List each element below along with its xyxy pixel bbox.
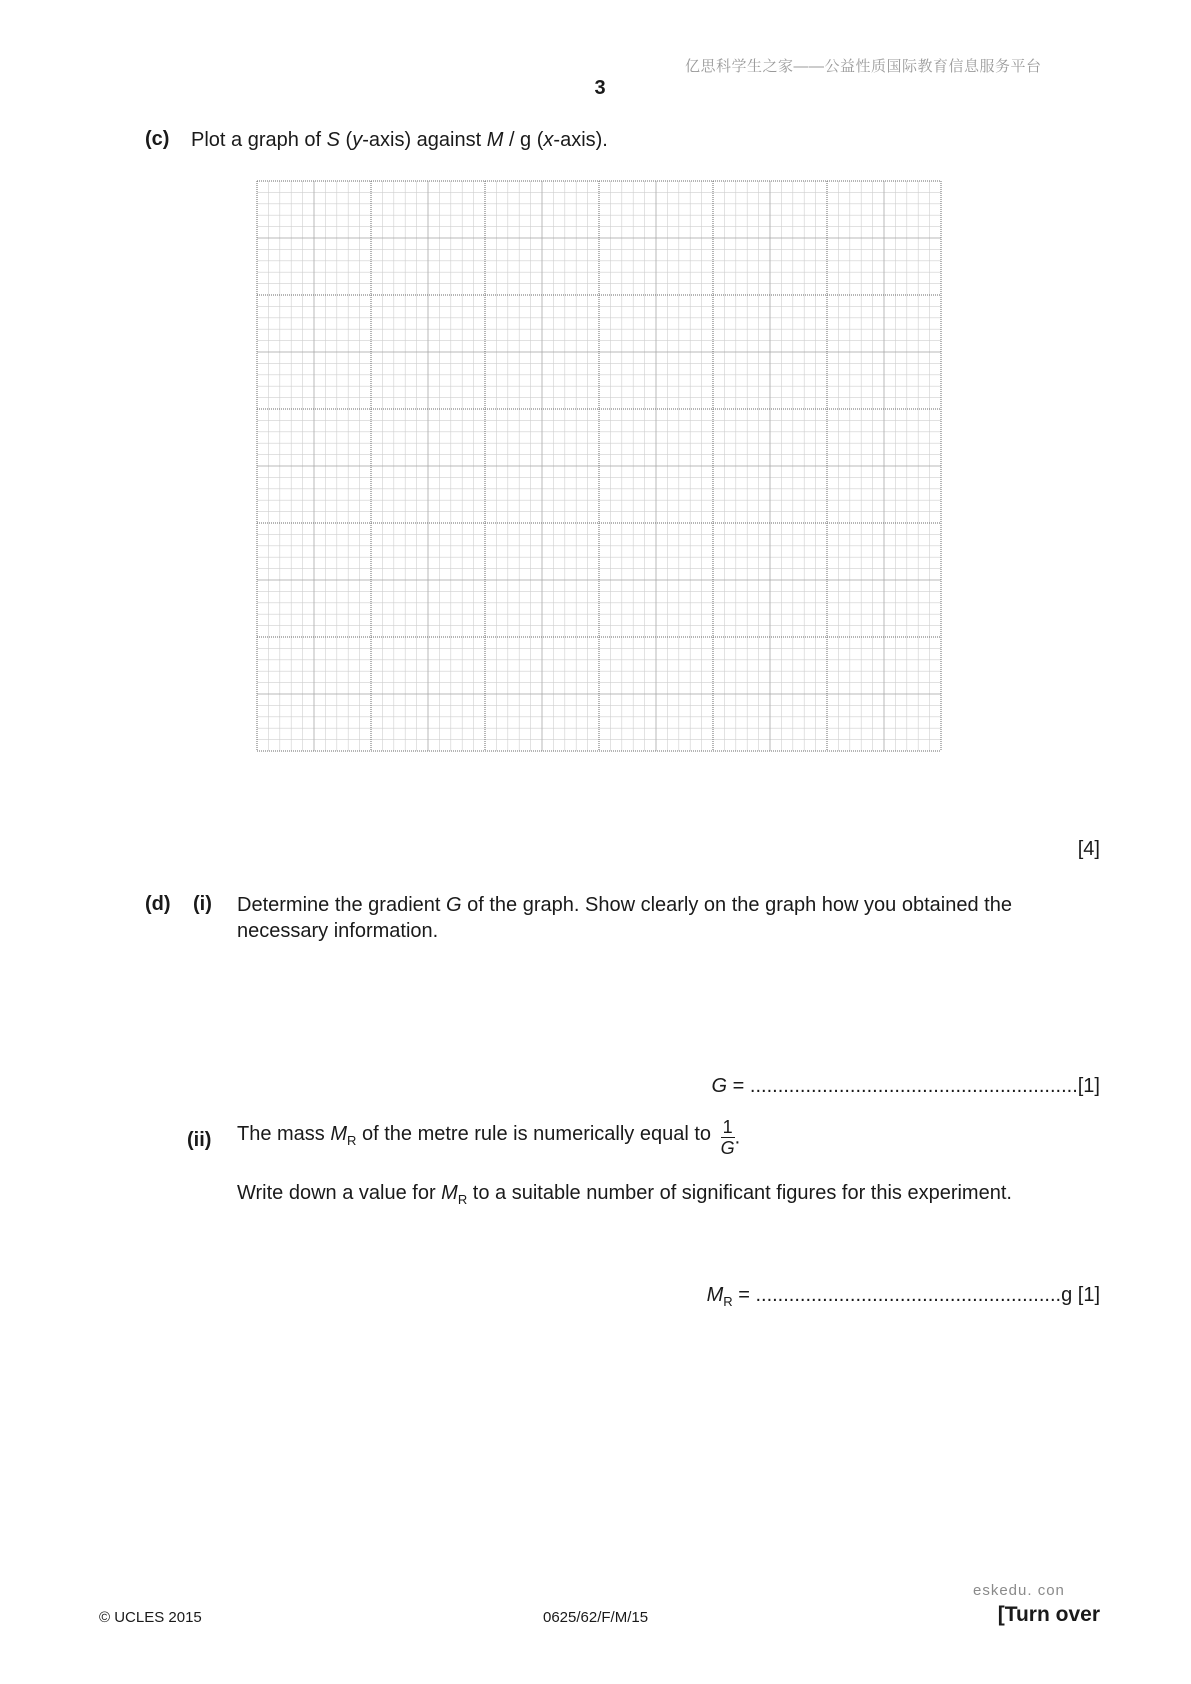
part-d-ii-label: (ii) [187, 1129, 212, 1151]
header-watermark: 亿思科学生之家——公益性质国际教育信息服务平台 [685, 58, 1042, 75]
graph-paper-grid[interactable] [256, 180, 942, 752]
part-d-i-label: (i) [193, 893, 212, 915]
part-d-i-question: Determine the gradient G of the graph. Show clearly on the graph how you obtained the necessary information. [237, 894, 1012, 942]
one-over-g-fraction: $\frac{1}{G}$ [720, 1117, 735, 1158]
footer-copyright: © UCLES 2015 [99, 1609, 202, 1626]
page-number: 3 [594, 77, 606, 99]
part-d-label: (d) [145, 893, 171, 915]
part-c-label: (c) [145, 128, 170, 150]
part-c-question: Plot a graph of S (y-axis) against M / g (x-axis). [191, 129, 608, 151]
gradient-answer-line[interactable]: G = ...........................................................[1] [711, 1075, 1100, 1097]
mass-answer-line[interactable]: $M_R = .......................................................g$ [1] [706, 1284, 1100, 1309]
graph-paper-svg[interactable] [256, 180, 942, 752]
part-d-ii-question: The mass $M_R$ of the metre rule is numerically equal to $\frac{1}{G}$ . [237, 1117, 741, 1158]
part-d-ii-instruction: Write down a value for $M_R$ to a suitable number of significant figures for this experiment. [237, 1182, 1012, 1207]
footer-paper-code: 0625/62/F/M/15 [543, 1609, 649, 1626]
turn-over-label: [Turn over [997, 1603, 1100, 1626]
footer-watermark: eskedu. con [973, 1582, 1065, 1599]
part-c-marks: [4] [1077, 838, 1100, 860]
